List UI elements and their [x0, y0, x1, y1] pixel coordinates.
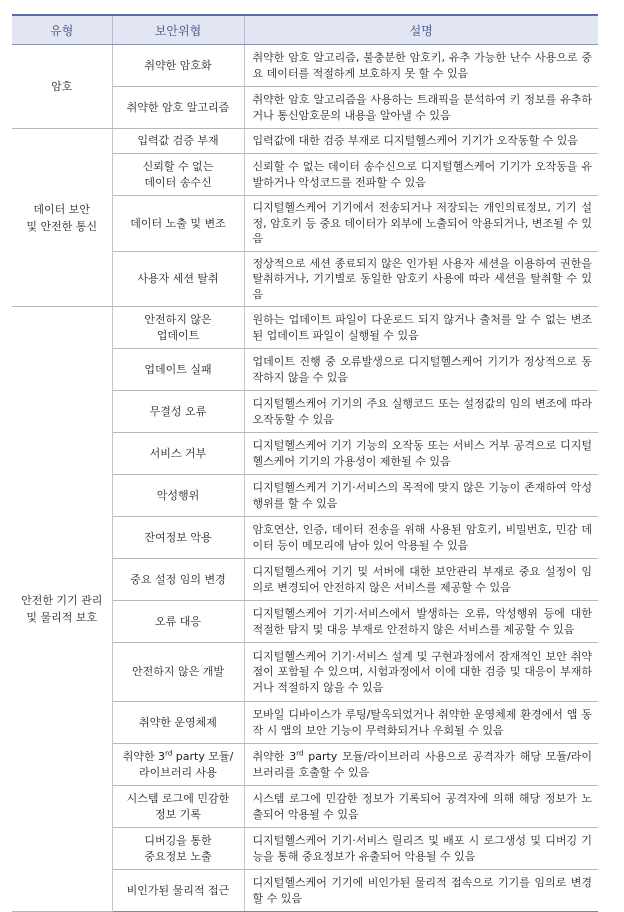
threat-text: 데이터 노출 및 변조: [130, 216, 226, 230]
description-cell: 디지털헬스케어 기기 기능의 오작동 또는 서비스 거부 공격으로 디지털헬스케어 기기의 가용성이 제한될 수 있음: [244, 433, 598, 475]
description-cell: 원하는 업데이트 파일이 다운로드 되지 않거나 출처를 알 수 없는 변조된 업데이트 파일이 실행될 수 있음: [244, 307, 598, 349]
threat-text: 정보 기록: [154, 807, 201, 821]
description-cell: 모바일 디바이스가 루팅/탈옥되었거나 취약한 운영체제 환경에서 앱 동작 시 앱의 보안 기능이 무력화되거나 우회될 수 있음: [244, 702, 598, 744]
threat-text: 업데이트: [156, 328, 200, 342]
threat-cell: [112, 559, 244, 601]
table-header: [12, 15, 598, 45]
category-text: 안전한 기기 관리: [21, 594, 103, 607]
description-cell: 디지털헬스케어 기기에 비인가된 물리적 접속으로 기기를 임의로 변경할 수 있음: [244, 870, 598, 912]
description-cell: 암호연산, 인증, 데이터 전송을 위해 사용된 암호키, 비밀번호, 민감 데이터 등이 메모리에 남아 있어 악용될 수 있음: [244, 517, 598, 559]
category-text: 및 안전한 통신: [26, 219, 98, 233]
description-text: 취약한 3: [252, 750, 297, 763]
threat-text: 취약한 암호화: [144, 58, 212, 72]
category-text: 및 물리적 보호: [26, 611, 98, 624]
threat-cell: [112, 517, 244, 559]
description-cell: 디지털헬스케어 기기 및 서버에 대한 보안관리 부재로 중요 설정이 임의로 변경되어 안전하지 않은 서비스를 제공할 수 있음: [244, 559, 598, 601]
header-description: 설명: [244, 15, 598, 45]
threat-text: 취약한 3: [122, 750, 166, 763]
threat-cell: [112, 643, 244, 702]
threat-cell: [112, 154, 244, 196]
description-cell: [244, 744, 598, 786]
threat-text: 서비스 거부: [149, 446, 207, 460]
description-cell: 디지털헬스케거 기기·서비스의 목적에 맞지 않은 기능이 존재하여 악성행위를 할 수 있음: [244, 475, 598, 517]
description-cell: 디지털헬스케어 기기의 주요 실행코드 또는 설정값의 임의 변조에 따라 오작동할 수 있음: [244, 391, 598, 433]
threat-cell: [112, 349, 244, 391]
threat-text: 안전하지 않은 개발: [131, 665, 224, 679]
threat-text: 사용자 세션 탈취: [137, 272, 219, 285]
category-cell: [12, 307, 112, 912]
threat-cell: [112, 87, 244, 129]
threat-cell: [112, 475, 244, 517]
category-cell: [12, 129, 112, 307]
threat-text: 디버깅을 통한: [144, 834, 212, 847]
description-cell: 디지털헬스케어 기기·서비스 릴리즈 및 배포 시 로그생성 및 디버깅 기능을 통해 중요정보가 유출되어 악용될 수 있음: [244, 828, 598, 870]
threat-text: 시스템 로그에 민감한: [126, 792, 230, 805]
threat-text: 중요정보 노출: [144, 849, 212, 863]
threat-cell: [112, 251, 244, 307]
threat-text: 취약한 운영체제: [139, 715, 217, 729]
threat-text: 신뢰할 수 없는: [142, 160, 214, 173]
security-threats-table: [12, 14, 598, 912]
table-row: [12, 129, 598, 154]
threat-text: 무결성 오류: [149, 404, 207, 418]
header-threat: 보안위협: [112, 15, 244, 45]
threat-text: 비인가된 물리적 접근: [126, 883, 230, 897]
category-cell: [12, 45, 112, 129]
category-text: 데이터 보안: [33, 202, 91, 216]
header-type: 유형: [12, 15, 112, 45]
threat-cell: [112, 129, 244, 154]
threat-text: 중요 설정 임의 변경: [130, 572, 226, 586]
description-cell: 디지털헬스케어 기기·서비스 설계 및 구현과정에서 잠재적인 보안 취약점이 포함될 수 있으며, 시험과정에서 이에 대한 검증 및 대응이 부재하거나 적절하지 않을 수 있음: [244, 643, 598, 702]
table-body: [12, 45, 598, 912]
category-text: 암호: [51, 80, 73, 93]
table-row: [12, 307, 598, 349]
description-cell: 정상적으로 세션 종료되지 않은 인가된 사용자 세션을 이용하여 권한을 탈취하거나, 기기별로 동일한 암호키 사용에 따라 세션을 탈취할 수 있음: [244, 251, 598, 307]
threat-text: 오류 대응: [154, 614, 201, 628]
threat-text: 취약한 암호 알고리즘: [126, 100, 230, 114]
threat-text: 악성행위: [156, 488, 200, 502]
threat-cell: [112, 196, 244, 252]
threat-cell: [112, 307, 244, 349]
threat-cell: [112, 828, 244, 870]
description-cell: 신뢰할 수 없는 데이터 송수신으로 디지털헬스케어 기기가 오작동을 유발하거나 악성코드를 전파할 수 있음: [244, 154, 598, 196]
threat-cell: [112, 786, 244, 828]
description-cell: 디지털헬스케어 기기에서 전송되거나 저장되는 개인의료정보, 기기 설정, 암호키 등 중요 데이터가 외부에 노출되어 악용되거나, 변조될 수 있음: [244, 196, 598, 252]
threat-text: 라이브러리 사용: [139, 765, 217, 779]
threat-cell: [112, 702, 244, 744]
ordinal-superscript: rd: [165, 749, 173, 758]
threat-cell: [112, 870, 244, 912]
description-text: party 모듈/라이브러리 사용으로 공격자가 해당 모듈/라이브러리를 호출할 수 있음: [252, 750, 593, 779]
threat-text: 안전하지 않은: [144, 313, 212, 326]
threat-cell: [112, 744, 244, 786]
description-cell: 취약한 암호 알고리즘, 불충분한 암호키, 유추 가능한 난수 사용으로 중요 데이터를 적절하게 보호하지 못 할 수 있음: [244, 45, 598, 87]
threat-text: 데이터 송수신: [144, 175, 212, 189]
threat-text: 입력값 검증 부재: [137, 134, 219, 148]
table-row: [12, 45, 598, 87]
threat-cell: [112, 45, 244, 87]
threat-text: 잔여정보 악용: [144, 530, 212, 544]
threat-cell: [112, 391, 244, 433]
description-cell: 디지털헬스케어 기기·서비스에서 발생하는 오류, 악성행위 등에 대한 적절한 탐지 및 대응 부재로 안전하지 않은 서비스를 제공할 수 있음: [244, 601, 598, 643]
ordinal-superscript: rd: [296, 749, 304, 758]
threat-text: party 모듈/: [172, 750, 234, 763]
description-cell: 업데이트 진행 중 오류발생으로 디지털헬스케어 기기가 정상적으로 동작하지 않을 수 있음: [244, 349, 598, 391]
description-cell: 취약한 암호 알고리즘을 사용하는 트래픽을 분석하여 키 정보를 유추하거나 통신암호문의 내용을 알아낼 수 있음: [244, 87, 598, 129]
threat-text: 업데이트 실패: [144, 362, 212, 376]
threat-cell: [112, 433, 244, 475]
threat-cell: [112, 601, 244, 643]
description-cell: 입력값에 대한 검증 부재로 디지털헬스케어 기기가 오작동할 수 있음: [244, 129, 598, 154]
description-cell: 시스템 로그에 민감한 정보가 기록되어 공격자에 의해 해당 정보가 노출되어 악용될 수 있음: [244, 786, 598, 828]
